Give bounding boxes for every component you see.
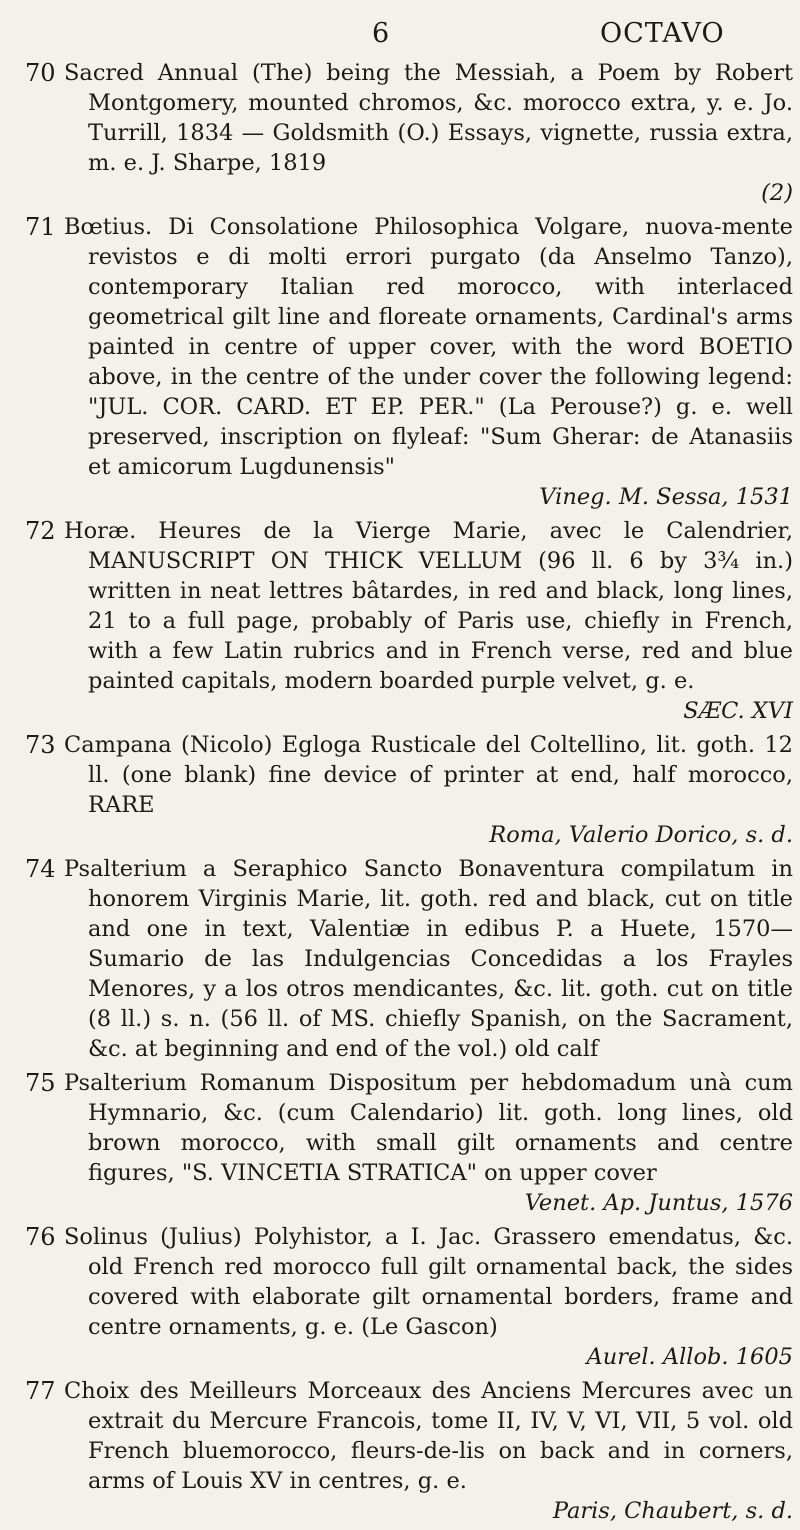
entry-description bbox=[64, 58, 793, 208]
entry-text: Solinus (Julius) Polyhistor, a I. Jac. Grassero emendatus, &c. old French red morocco full gilt ornamental back, the sides covered with elaborate gilt ornamental borders, frame and centre ornaments, g. e. (Le Gascon) bbox=[64, 1224, 793, 1340]
entry-imprint: Paris, Chaubert, s. d. bbox=[552, 1498, 793, 1524]
entry-description bbox=[64, 1376, 793, 1526]
entry-text: Psalterium a Seraphico Sancto Bonaventura compilatum in honorem Virginis Marie, lit. goth. red and black, cut on title and one in text, Valentiæ in edibus P. a Huete, 1570—Sumario de las Indulgencias Concedidas a los Frayles Menores, y a los otros mendicantes, &c. lit. goth. cut on title (8 ll.) s. n. (56 ll. of MS. chiefly Spanish, on the Sacrament, &c. at beginning and end of the vol.) old calf bbox=[64, 856, 793, 1062]
lot-number: 73 bbox=[25, 731, 56, 759]
lot-number: 71 bbox=[25, 213, 56, 241]
entry-imprint: Roma, Valerio Dorico, s. d. bbox=[489, 822, 793, 848]
catalogue-entry-72 bbox=[0, 516, 800, 726]
entry-description bbox=[64, 212, 793, 512]
entry-imprint: SÆC. XVI bbox=[683, 698, 793, 724]
lot-number: 74 bbox=[25, 855, 56, 883]
entry-imprint: Vineg. M. Sessa, 1531 bbox=[539, 484, 793, 510]
lot-number: 70 bbox=[25, 59, 56, 87]
entry-description bbox=[64, 730, 793, 850]
catalogue-entry-71 bbox=[0, 212, 800, 512]
entry-imprint: Aurel. Allob. 1605 bbox=[586, 1344, 793, 1370]
lot-number: 76 bbox=[25, 1223, 56, 1251]
lot-number: 72 bbox=[25, 517, 56, 545]
entry-text: Horæ. Heures de la Vierge Marie, avec le Calendrier, MANUSCRIPT ON THICK VELLUM (96 ll. 6 by 3¾ in.) written in neat lettres bâtardes, in red and black, long lines, 21 to a full page, probably of Paris use, chiefly in French, with a few Latin rubrics and in French verse, red and blue painted capitals, modern boarded purple velvet, g. e. bbox=[64, 518, 793, 694]
catalogue-entry-76 bbox=[0, 1222, 800, 1372]
catalogue-entry-74 bbox=[0, 854, 800, 1064]
entry-imprint: (2) bbox=[761, 180, 793, 206]
entry-description bbox=[64, 1068, 793, 1218]
page-header bbox=[0, 16, 800, 52]
entry-text: Psalterium Romanum Dispositum per hebdomadum unà cum Hymnario, &c. (cum Calendario) lit. goth. long lines, old brown morocco, with small gilt ornaments and centre figures, "S. VINCETIA STRATICA" on upper cover bbox=[64, 1070, 793, 1186]
lot-number: 75 bbox=[25, 1069, 56, 1097]
entry-text: Campana (Nicolo) Egloga Rusticale del Coltellino, lit. goth. 12 ll. (one blank) fine device of printer at end, half morocco, RARE bbox=[64, 732, 793, 818]
entry-description bbox=[64, 516, 793, 726]
section-title: OCTAVO bbox=[600, 18, 725, 49]
entry-text: Sacred Annual (The) being the Messiah, a Poem by Robert Montgomery, mounted chromos, &c. morocco extra, y. e. Jo. Turrill, 1834 — Goldsmith (O.) Essays, vignette, russia extra, m. e. J. Sharpe, 1819 bbox=[64, 60, 793, 176]
entry-text: Bœtius. Di Consolatione Philosophica Volgare, nuova-mente revistos e di molti errori purgato (da Anselmo Tanzo), contemporary Italian red morocco, with interlaced geometrical gilt line and floreate ornaments, Cardinal's arms painted in centre of upper cover, with the word BOETIO above, in the centre of the under cover the following legend: "JUL. COR. CARD. ET EP. PER." (La Perouse?) g. e. well preserved, inscription on flyleaf: "Sum Gherar: de Atanasiis et amicorum Lugdunensis" bbox=[64, 214, 793, 480]
catalogue-entries bbox=[0, 58, 800, 1530]
entry-description bbox=[64, 854, 793, 1064]
entry-text: Choix des Meilleurs Morceaux des Anciens Mercures avec un extrait du Mercure Francois, tome II, IV, V, VI, VII, 5 vol. old French bluemorocco, fleurs-de-lis on back and in corners, arms of Louis XV in centres, g. e. bbox=[64, 1378, 793, 1494]
entry-description bbox=[64, 1222, 793, 1372]
page-number: 6 bbox=[372, 18, 390, 49]
lot-number: 77 bbox=[25, 1377, 56, 1405]
catalogue-entry-77 bbox=[0, 1376, 800, 1526]
catalogue-entry-73 bbox=[0, 730, 800, 850]
catalogue-entry-70 bbox=[0, 58, 800, 208]
catalogue-entry-75 bbox=[0, 1068, 800, 1218]
entry-imprint: Venet. Ap. Juntus, 1576 bbox=[524, 1190, 793, 1216]
